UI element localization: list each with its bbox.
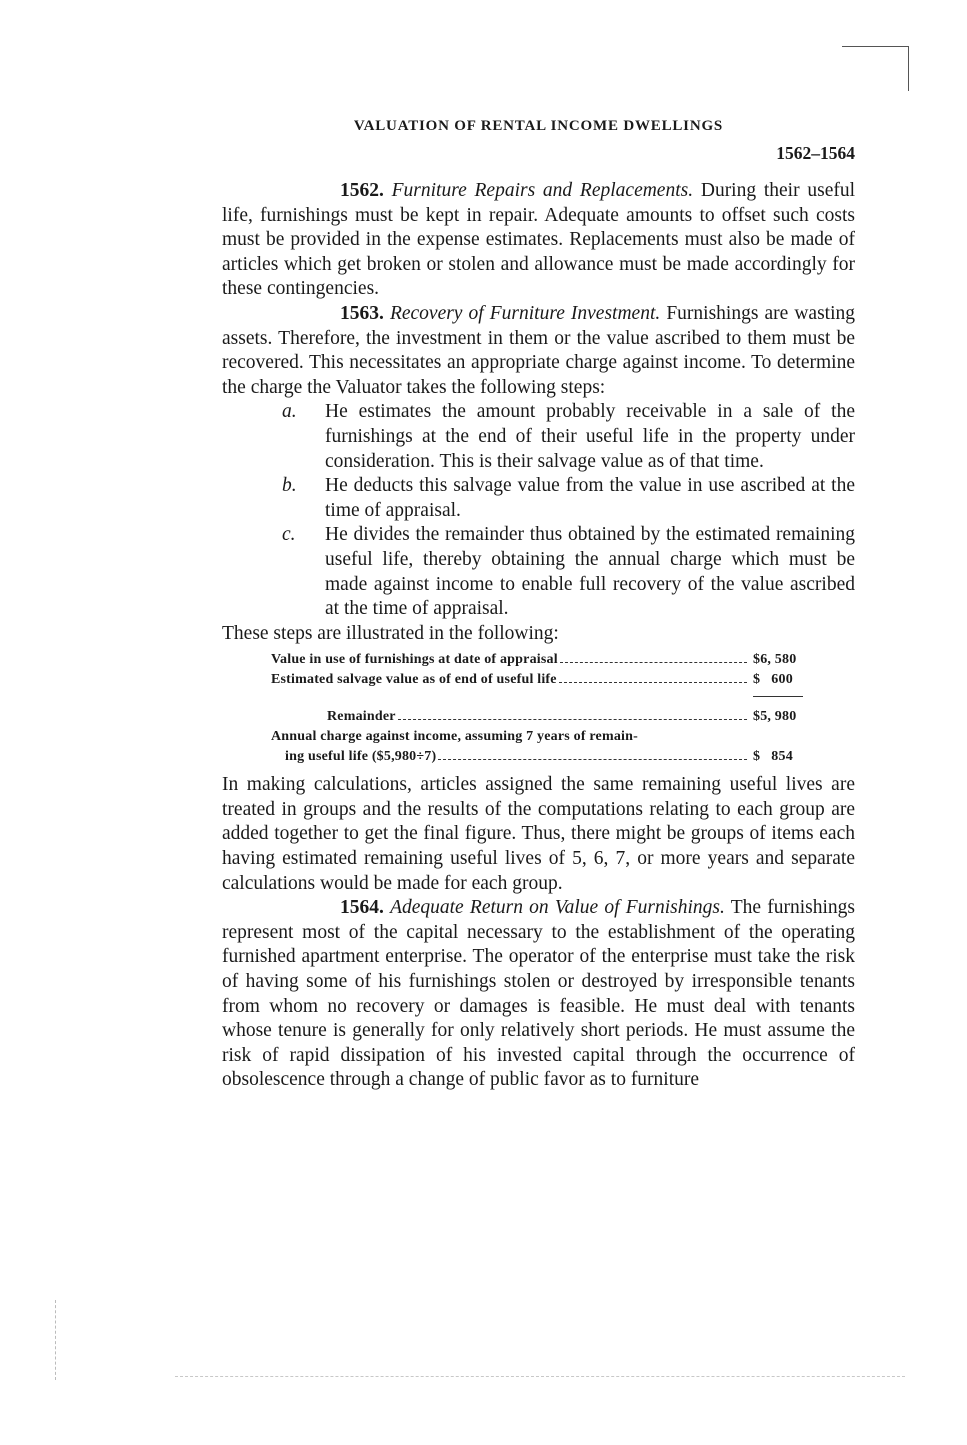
calc-row-remainder bbox=[271, 707, 803, 727]
calc-row-annual-line1 bbox=[271, 727, 803, 747]
running-title: VALUATION OF RENTAL INCOME DWELLINGS bbox=[353, 118, 724, 134]
section-text-1563: Furnishings are wasting assets. Therefore, the investment in them or the value ascribed to them must be recovered. This necessitates an appropriate charge against income. To determine the charge the Valuator takes the following steps: bbox=[222, 302, 855, 398]
section-number-1562: 1562. bbox=[340, 180, 384, 201]
step-letter: a. bbox=[282, 401, 297, 423]
calc-row-salvage bbox=[271, 670, 803, 690]
paragraph-1563 bbox=[222, 302, 855, 400]
illustration-intro: These steps are illustrated in the following: bbox=[222, 622, 559, 644]
sum-rule bbox=[753, 696, 803, 697]
calc-row-value-in-use bbox=[271, 650, 803, 670]
calc-label: Estimated salvage value as of end of useful life bbox=[271, 672, 557, 688]
dot-leader bbox=[398, 719, 747, 720]
calc-row-annual-line2 bbox=[271, 747, 803, 767]
dot-leader bbox=[560, 662, 747, 663]
calculation-table bbox=[271, 650, 803, 767]
step-letter: c. bbox=[282, 524, 296, 546]
calc-amount: $ 600 bbox=[753, 672, 793, 688]
step-a bbox=[282, 400, 855, 474]
dot-leader bbox=[438, 759, 747, 760]
scan-corner-mark bbox=[842, 46, 909, 91]
step-c bbox=[282, 523, 855, 621]
section-number-1563: 1563. bbox=[340, 302, 384, 324]
section-number-1564: 1564. bbox=[340, 897, 384, 919]
paragraph-1562 bbox=[222, 179, 855, 302]
calc-label: Annual charge against income, assuming 7 years of remain- bbox=[271, 729, 638, 745]
calc-label: Remainder bbox=[327, 709, 396, 725]
calc-amount: $ 854 bbox=[753, 749, 793, 765]
section-text-1564: The furnishings represent most of the capital necessary to the establishment of the operating furnished apartment enterprise. The operator of the enterprise must take the risk of having some of his furnishings stolen or destroyed by irresponsible tenants from whom no recovery or damages is feasible. He must deal with tenants whose tenure is generally for only relatively short periods. He must assume the risk of rapid dissipation of his invested capital through the occurrence of obsolescence through a change of public favor as to furniture bbox=[222, 897, 855, 1091]
calc-label: ing useful life ($5,980÷7) bbox=[285, 749, 437, 765]
calc-amount: $6, 580 bbox=[753, 652, 797, 668]
step-text: He divides the remainder thus obtained by the estimated remaining useful life, thereby obtaining the annual charge which must be made against income to enable full recovery of the value ascribed at the time of appraisal. bbox=[325, 524, 855, 620]
scan-margin-line bbox=[55, 1300, 57, 1380]
section-title-1562: Furniture Repairs and Replacements. bbox=[391, 180, 694, 201]
page-body bbox=[222, 179, 855, 1093]
dot-leader bbox=[559, 682, 747, 683]
step-b bbox=[282, 474, 855, 523]
calc-amount: $5, 980 bbox=[753, 709, 797, 725]
scan-bottom-line bbox=[175, 1376, 905, 1377]
calc-label: Value in use of furnishings at date of appraisal bbox=[271, 652, 558, 668]
section-title-1564: Adequate Return on Value of Furnishings. bbox=[390, 897, 725, 919]
section-title-1563: Recovery of Furniture Investment. bbox=[389, 302, 661, 324]
section-text-1562: During their useful life, furnishings must be kept in repair. Adequate amounts to offset such costs must be provided in the expense estimates. Replacements must also be made of articles which get broken or stolen and allowance must be made accordingly for these contingencies. bbox=[222, 180, 856, 300]
paragraph-1564 bbox=[222, 896, 855, 1093]
closing-paragraph-1563: In making calculations, articles assigned the same remaining useful lives are treated in groups and the results of the computations relating to each group are added together to get the final figure. Thus, there might be groups of items each having estimated remaining useful lives of 5, 6, 7, or more years and separate calculations would be made for each group. bbox=[222, 774, 855, 894]
step-text: He deducts this salvage value from the value in use ascribed at the time of appraisal. bbox=[325, 475, 855, 521]
section-range: 1562–1564 bbox=[776, 143, 855, 163]
step-letter: b. bbox=[282, 475, 297, 497]
step-text: He estimates the amount probably receivable in a sale of the furnishings at the end of their useful life in the property under consideration. This is their salvage value as of that time. bbox=[325, 401, 855, 472]
